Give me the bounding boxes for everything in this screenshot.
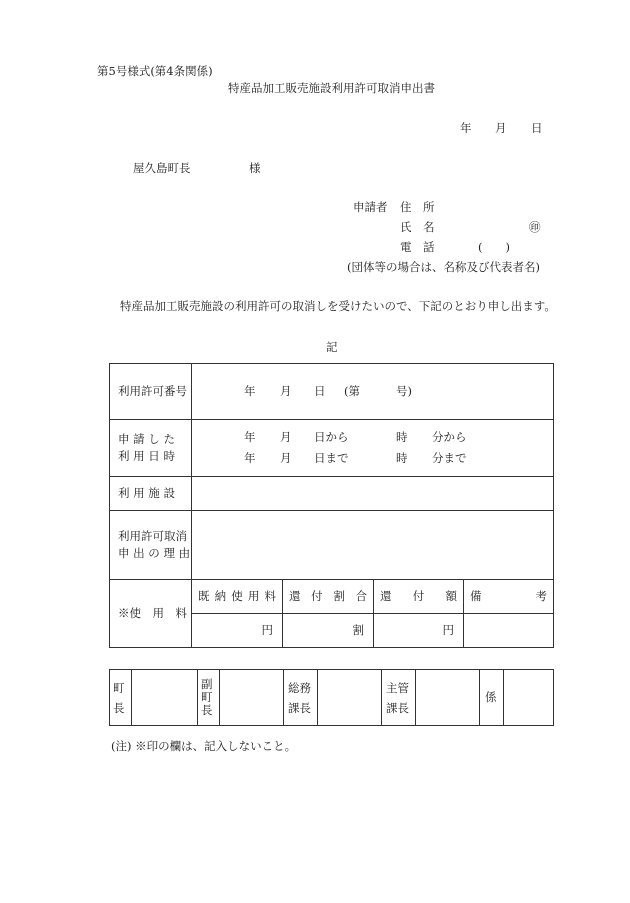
fee-ratio-unit: 割 <box>283 614 374 648</box>
address-label: 住 所 <box>400 200 435 214</box>
date-month: 月 <box>495 121 507 135</box>
fee-header-amount: 還付額 <box>374 580 464 614</box>
permit-number-row <box>110 364 554 420</box>
fee-remarks-value <box>464 614 554 648</box>
organization-note: (団体等の場合は、名称及び代表者名) <box>347 260 540 274</box>
approval-general-label: 総務課長 <box>284 670 318 726</box>
reason-row <box>110 511 554 580</box>
fee-paid-unit: 円 <box>192 614 283 648</box>
approval-deputy-stamp <box>220 670 284 726</box>
applied-datetime-label: 申 請 し た 利 用 日 時 <box>110 420 192 477</box>
fee-header-paid: 既納使用料 <box>192 580 283 614</box>
addressee-honorific: 様 <box>249 161 261 175</box>
approval-staff-label: 係 <box>480 670 504 726</box>
approval-table <box>109 669 554 726</box>
approval-mayor-stamp <box>132 670 198 726</box>
seal-mark: ㊞ <box>529 220 541 234</box>
date-day: 日 <box>531 121 543 135</box>
reason-label: 利用許可取消 申 出 の 理 由 <box>110 511 192 580</box>
fee-header-ratio: 還付割合 <box>283 580 374 614</box>
applicant-label: 申請者 <box>353 200 388 214</box>
reason-value <box>192 511 554 580</box>
to-line: 年 月 日まで 時 分まで <box>244 451 467 465</box>
approval-row <box>110 670 554 726</box>
facility-label: 利 用 施 設 <box>110 477 192 511</box>
applied-datetime-value <box>192 420 554 477</box>
facility-row <box>110 477 554 511</box>
approval-general-stamp <box>318 670 382 726</box>
main-table <box>109 363 554 648</box>
form-number: 第5号様式(第4条関係) <box>97 64 213 78</box>
phone-paren: ( ) <box>478 240 510 254</box>
ki-label: 記 <box>326 340 338 354</box>
fee-header-remarks: 備考 <box>464 580 554 614</box>
facility-value <box>192 477 554 511</box>
approval-dept-stamp <box>416 670 480 726</box>
applied-datetime-row <box>110 420 554 477</box>
date-year: 年 <box>460 121 472 135</box>
name-label: 氏 名 <box>400 220 435 234</box>
footnote: (注) ※印の欄は、記入しないこと。 <box>111 739 297 753</box>
fee-amount-unit: 円 <box>374 614 464 648</box>
phone-label: 電 話 <box>400 240 435 254</box>
approval-dept-label: 主管課長 <box>382 670 416 726</box>
approval-mayor-label: 町長 <box>110 670 132 726</box>
statement: 特産品加工販売施設の利用許可の取消しを受けたいので、下記のとおり申し出ます。 <box>120 299 556 313</box>
permit-number-value: 年 月 日 (第 号) <box>192 364 554 420</box>
addressee: 屋久島町長 <box>133 161 191 175</box>
document-title: 特産品加工販売施設利用許可取消申出書 <box>228 81 435 95</box>
from-line: 年 月 日から 時 分から <box>244 430 467 444</box>
fee-label: ※使 用 料 <box>110 580 192 648</box>
fee-header-row <box>110 580 554 614</box>
approval-deputy-label: 副町長 <box>198 670 220 726</box>
approval-staff-stamp <box>504 670 554 726</box>
permit-number-label: 利用許可番号 <box>110 364 192 420</box>
